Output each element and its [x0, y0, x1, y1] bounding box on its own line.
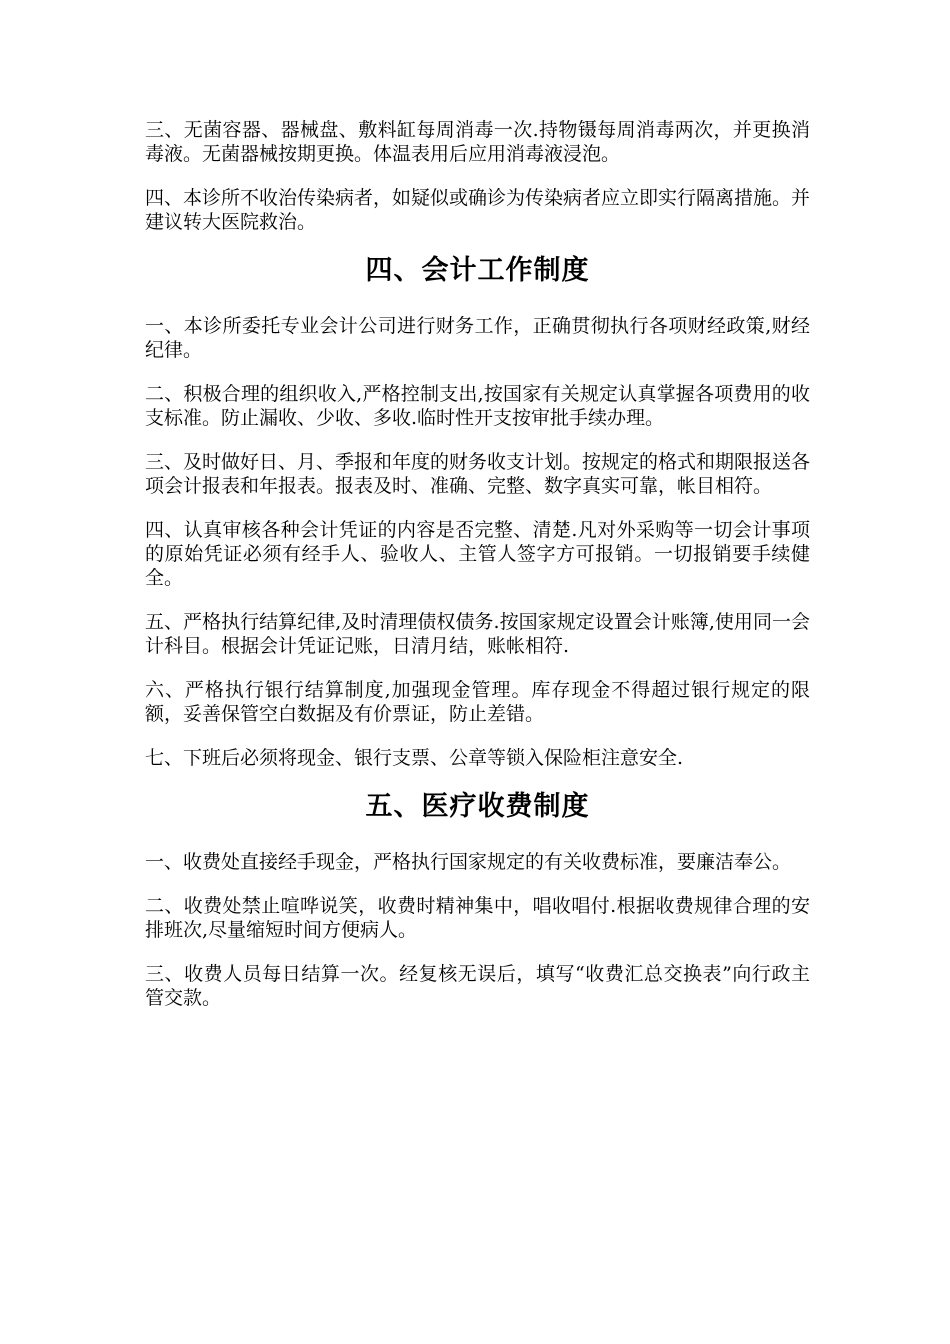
- fee-rule-1: 一、收费处直接经手现金，严格执行国家规定的有关收费标准，要廉洁奉公。: [145, 851, 792, 873]
- fee-rule-2: 二、收费处禁止喧哗说笑，收费时精神集中，唱收唱付.根据收费规律合理的安排班次,尽量缩短时间方便病人。: [145, 895, 810, 941]
- paragraph-disinfection: 三、无菌容器、器械盘、敷料缸每周消毒一次.持物镊每周消毒两次，并更换消毒液。无菌器械按期更换。体温表用后应用消毒液浸泡。: [145, 119, 810, 165]
- accounting-rule-4: 四、认真审核各种会计凭证的内容是否完整、清楚.凡对外采购等一切会计事项的原始凭证必须有经手人、验收人、主管人签字方可报销。一切报销要手续健全。: [145, 519, 810, 589]
- accounting-rule-5: 五、严格执行结算纪律,及时清理债权债务.按国家规定设置会计账簿,使用同一会计科目。根据会计凭证记账，日清月结，账帐相符.: [145, 611, 810, 657]
- fee-rule-3: 三、收费人员每日结算一次。经复核无误后，填写“收费汇总交换表”向行政主管交款。: [145, 963, 810, 1009]
- accounting-rule-6: 六、严格执行银行结算制度,加强现金管理。库存现金不得超过银行规定的限额，妥善保管空白数据及有价票证，防止差错。: [145, 679, 810, 725]
- document-page: [145, 118, 810, 1030]
- accounting-rule-1: 一、本诊所委托专业会计公司进行财务工作，正确贯彻执行各项财经政策,财经纪律。: [145, 315, 810, 361]
- accounting-rule-2: 二、积极合理的组织收入,严格控制支出,按国家有关规定认真掌握各项费用的收支标准。防止漏收、少收、多收.临时性开支按审批手续办理。: [145, 383, 810, 429]
- accounting-rule-7: 七、下班后必须将现金、银行支票、公章等锁入保险柜注意安全.: [145, 747, 684, 769]
- section-heading-medical-fees: 五、医疗收费制度: [365, 791, 590, 822]
- accounting-rule-3: 三、及时做好日、月、季报和年度的财务收支计划。按规定的格式和期限报送各项会计报表和年报表。报表及时、准确、完整、数字真实可靠，帐目相符。: [145, 451, 811, 497]
- section-heading-accounting: 四、会计工作制度: [365, 255, 590, 286]
- paragraph-infectious-disease: 四、本诊所不收治传染病者，如疑似或确诊为传染病者应立即实行隔离措施。并建议转大医院救治。: [145, 187, 811, 233]
